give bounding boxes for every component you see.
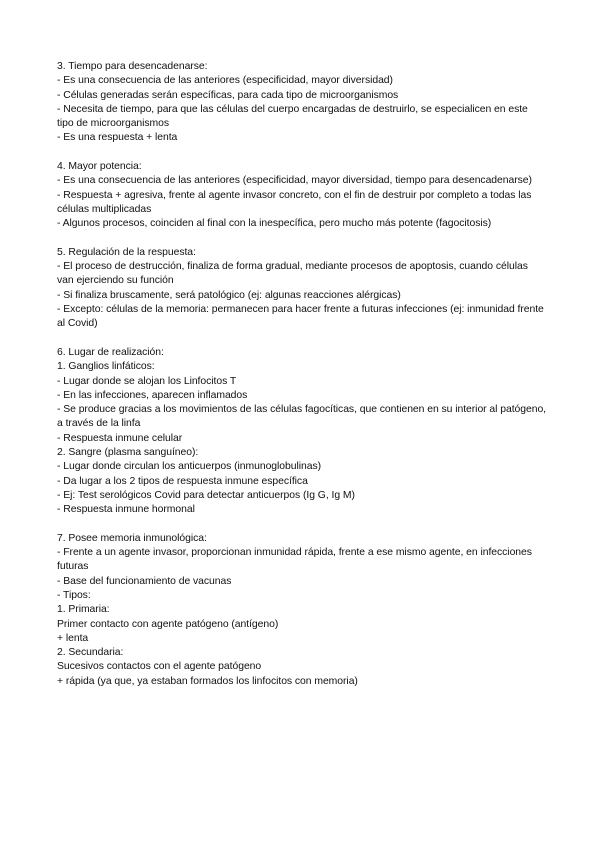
section-tiempo-desencadenarse [57, 60, 547, 146]
subheading: 2. Sangre (plasma sanguíneo): [57, 447, 199, 459]
text-line: - Respuesta inmune celular [57, 432, 183, 444]
text-line: + rápida (ya que, ya estaban formados los linfocitos con memoria) [57, 675, 358, 687]
text-line: - Lugar donde circulan los anticuerpos (inmunoglobulinas) [57, 461, 321, 473]
section-lugar-realizacion [57, 346, 547, 518]
section-memoria-inmunologica [57, 532, 547, 689]
section-mayor-potencia [57, 160, 547, 231]
text-line: - Respuesta + agresiva, frente al agente invasor concreto, con el fin de destruir por completo a todas las células multiplicadas [57, 189, 532, 215]
section-spacer [57, 518, 547, 532]
text-line: - El proceso de destrucción, finaliza de forma gradual, mediante procesos de apoptosis, cuando células van ejerciendo su función [57, 261, 528, 287]
section-regulacion-respuesta [57, 246, 547, 332]
text-line: - Ej: Test serológicos Covid para detectar anticuerpos (Ig G, Ig M) [57, 489, 355, 501]
section-heading: 4. Mayor potencia: [57, 161, 142, 173]
text-line: - Es una respuesta + lenta [57, 132, 178, 144]
text-line: - Algunos procesos, coinciden al final con la inespecífica, pero mucho más potente (fagocitosis) [57, 218, 492, 230]
section-heading: 6. Lugar de realización: [57, 346, 164, 358]
text-line: Primer contacto con agente patógeno (antígeno) [57, 618, 279, 630]
section-heading: 7. Posee memoria inmunológica: [57, 532, 207, 544]
text-line: - Excepto: células de la memoria: permanecen para hacer frente a futuras infecciones (ej: inmunidad frente al Covid) [57, 304, 544, 330]
text-line: - En las infecciones, aparecen inflamados [57, 389, 248, 401]
text-line: - Frente a un agente invasor, proporcionan inmunidad rápida, frente a ese mismo agente, en infecciones futuras [57, 547, 532, 573]
section-heading: 3. Tiempo para desencadenarse: [57, 61, 208, 72]
text-line: - Da lugar a los 2 tipos de respuesta inmune específica [57, 475, 308, 487]
text-line: - Respuesta inmune hormonal [57, 504, 195, 516]
document-page [57, 60, 547, 689]
text-line: - Tipos: [57, 589, 91, 601]
text-line: - Se produce gracias a los movimientos de las células fagocíticas, que contienen en su interior al patógeno, a través de la linfa [57, 404, 547, 430]
text-line: - Es una consecuencia de las anteriores (especificidad, mayor diversidad, tiempo para desencadenarse) [57, 175, 532, 187]
text-line: + lenta [57, 632, 89, 644]
text-line: - Células generadas serán específicas, para cada tipo de microorganismos [57, 89, 399, 101]
section-spacer [57, 146, 547, 160]
section-spacer [57, 232, 547, 246]
text-line: - Si finaliza bruscamente, será patológico (ej: algunas reacciones alérgicas) [57, 289, 401, 301]
subheading: 1. Primaria: [57, 604, 110, 616]
section-heading: 5. Regulación de la respuesta: [57, 246, 196, 258]
text-line: - Lugar donde se alojan los Linfocitos T [57, 375, 237, 387]
subheading: 1. Ganglios linfáticos: [57, 361, 155, 373]
text-line: Sucesivos contactos con el agente patógeno [57, 661, 262, 673]
section-spacer [57, 332, 547, 346]
subheading: 2. Secundaria: [57, 647, 124, 659]
text-line: - Necesita de tiempo, para que las células del cuerpo encargadas de destruirlo, se especialicen en este tipo de microorganismos [57, 103, 528, 130]
text-line: - Base del funcionamiento de vacunas [57, 575, 232, 587]
text-line: - Es una consecuencia de las anteriores (especificidad, mayor diversidad) [57, 75, 393, 87]
